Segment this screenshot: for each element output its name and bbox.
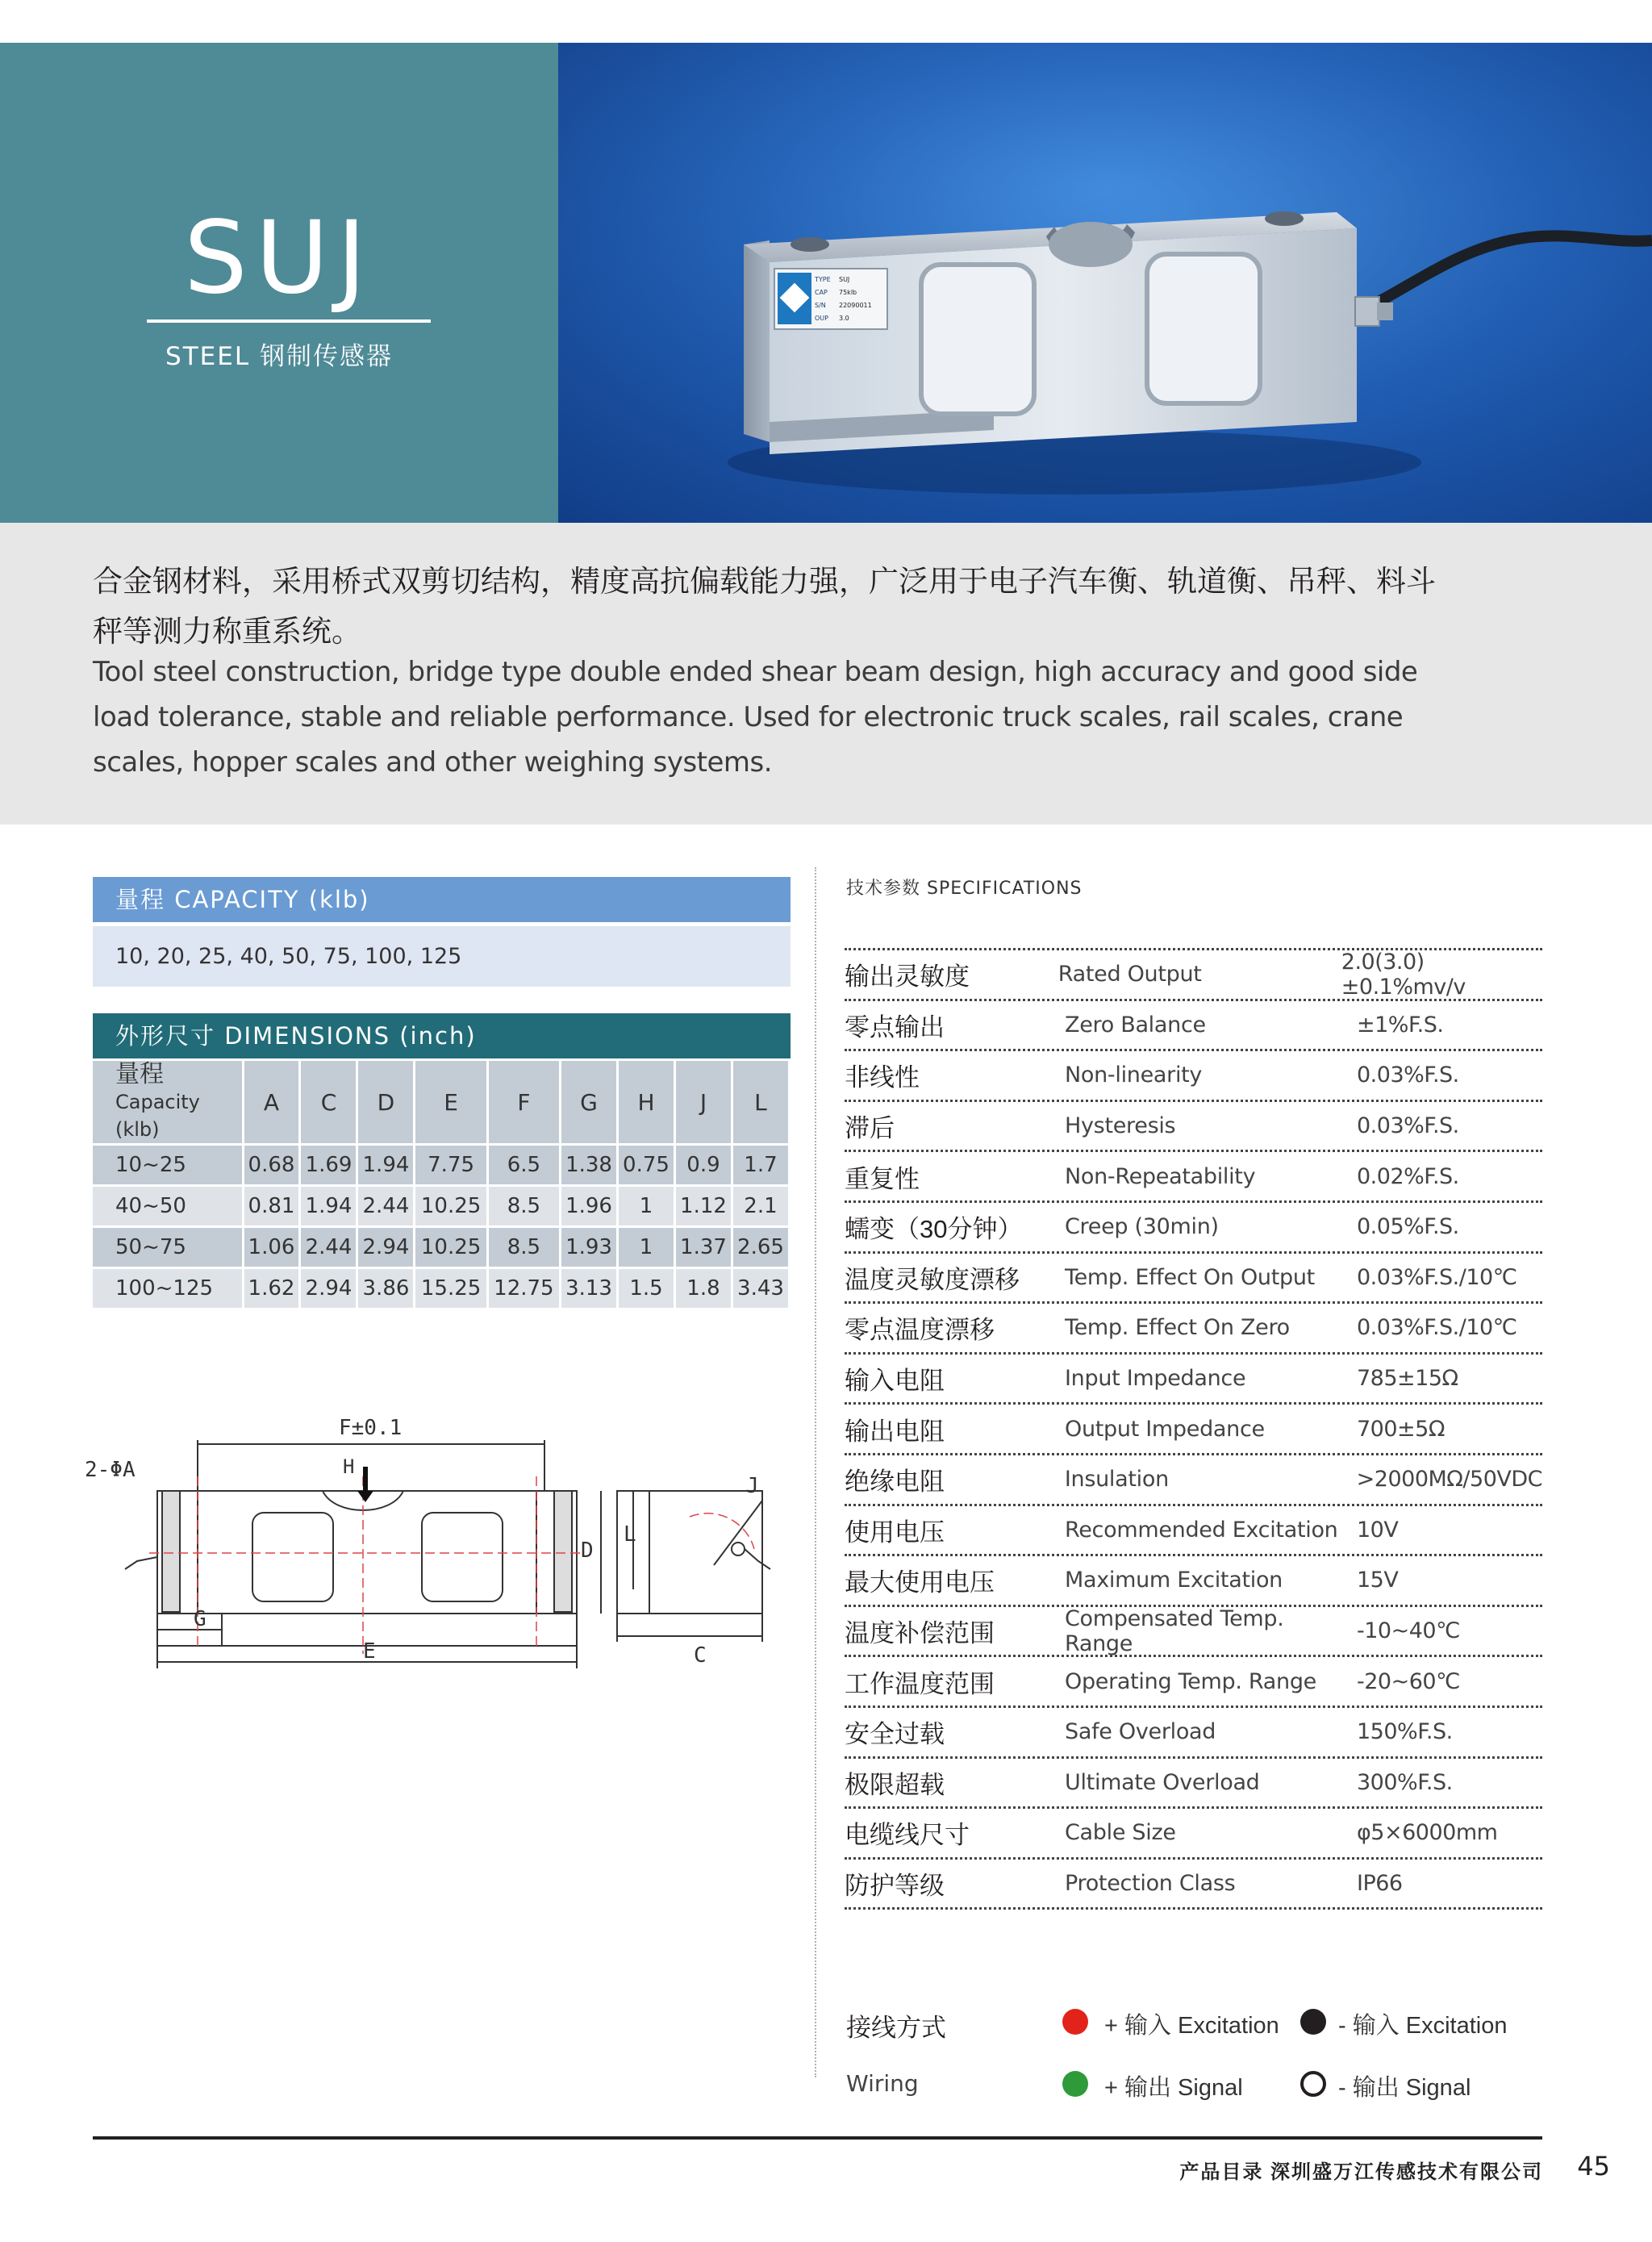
spec-row xyxy=(845,950,1542,1001)
drawing-label-g: G xyxy=(194,1607,206,1631)
spec-value: 0.02%F.S. xyxy=(1357,1163,1459,1189)
nameplate-sn-value: 22090011 xyxy=(839,302,872,309)
table-cell: 1.37 xyxy=(674,1227,732,1268)
nameplate-output-key: OUP xyxy=(815,315,828,322)
nameplate-type-key: TYPE xyxy=(815,276,831,283)
spec-row xyxy=(845,1455,1542,1506)
spec-value: 0.03%F.S./10℃ xyxy=(1357,1264,1517,1290)
spec-value: IP66 xyxy=(1357,1870,1403,1896)
table-cell: 1.93 xyxy=(561,1227,618,1268)
description-band xyxy=(0,523,1652,825)
table-cell: 1.7 xyxy=(732,1145,789,1186)
dimension-drawing xyxy=(85,1396,795,1686)
column-header-f: F xyxy=(487,1061,560,1145)
table-cell: 1 xyxy=(618,1186,675,1227)
wire-excitation-negative: - 输入 Excitation xyxy=(1338,2013,1508,2039)
spec-row xyxy=(845,1051,1542,1102)
spec-name-en: Recommended Excitation xyxy=(1065,1517,1338,1543)
table-cell: 1 xyxy=(618,1227,675,1268)
table-row xyxy=(93,1227,790,1268)
table-cell: 1.8 xyxy=(674,1268,732,1309)
spec-row xyxy=(845,1860,1542,1910)
spec-name-en: Operating Temp. Range xyxy=(1065,1668,1316,1694)
description-chinese: 合金钢材料，采用桥式双剪切结构，精度高抗偏载能力强，广泛用于电子汽车衡、轨道衡、吊秤、料斗秤等测力称重系统。 xyxy=(93,565,1436,648)
spec-name-en: Zero Balance xyxy=(1065,1012,1206,1037)
drawing-label-e: E xyxy=(363,1639,376,1664)
spec-value: 785±15Ω xyxy=(1357,1366,1458,1392)
spec-name-cn: 温度灵敏度漂移 xyxy=(845,1265,1020,1294)
table-cell: 2.65 xyxy=(732,1227,789,1268)
spec-row xyxy=(845,1809,1542,1860)
spec-name-cn: 安全过载 xyxy=(845,1720,945,1749)
spec-name-en: Non-linearity xyxy=(1065,1063,1203,1088)
table-row xyxy=(93,1145,790,1186)
wiring-label-cn: 接线方式 xyxy=(846,2014,946,2042)
spec-name-en: Ultimate Overload xyxy=(1065,1769,1260,1795)
table-cell: 15.25 xyxy=(415,1268,487,1309)
specifications-heading: 技术参数 SPECIFICATIONS xyxy=(846,879,1083,899)
spec-name-cn: 极限超载 xyxy=(845,1770,945,1799)
spec-name-cn: 工作温度范围 xyxy=(845,1669,995,1698)
green-wire-dot xyxy=(1062,2071,1088,2097)
spec-value: 2.0(3.0)±0.1%mv/v xyxy=(1341,949,1466,1000)
column-header-c: C xyxy=(300,1061,357,1145)
spec-value: -20~60℃ xyxy=(1357,1668,1460,1694)
table-cell: 3.43 xyxy=(732,1268,789,1309)
nameplate-output-value: 3.0 xyxy=(839,315,849,322)
spec-value: 0.03%F.S. xyxy=(1357,1063,1459,1088)
table-cell: 1.62 xyxy=(243,1268,300,1309)
table-row xyxy=(93,1268,790,1309)
drawing-label-d: D xyxy=(581,1539,594,1563)
nameplate-sn-key: S/N xyxy=(815,302,826,309)
spec-value: 15V xyxy=(1357,1568,1399,1593)
spec-name-en: Input Impedance xyxy=(1065,1366,1246,1392)
spec-name-cn: 零点输出 xyxy=(845,1012,945,1042)
spec-name-en: Maximum Excitation xyxy=(1065,1568,1283,1593)
table-cell: 10.25 xyxy=(415,1186,487,1227)
column-header-j: J xyxy=(674,1061,732,1145)
page-number: 45 xyxy=(1577,2151,1610,2181)
wire-excitation-positive: + 输入 Excitation xyxy=(1104,2013,1279,2039)
table-cell: 1.5 xyxy=(618,1268,675,1309)
spec-name-cn: 绝缘电阻 xyxy=(845,1468,945,1497)
spec-name-en: Hysteresis xyxy=(1065,1113,1176,1139)
black-wire-dot xyxy=(1300,2009,1326,2035)
spec-value: 300%F.S. xyxy=(1357,1769,1453,1795)
model-title: SUJ xyxy=(183,200,375,316)
table-cell: 1.69 xyxy=(300,1145,357,1186)
spec-row xyxy=(845,1355,1542,1405)
spec-value: 0.05%F.S. xyxy=(1357,1214,1459,1240)
product-photo xyxy=(558,43,1652,523)
spec-row xyxy=(845,1001,1542,1052)
table-cell: 100~125 xyxy=(93,1268,243,1309)
table-cell: 1.94 xyxy=(357,1145,415,1186)
table-cell: 0.81 xyxy=(243,1186,300,1227)
model-subtitle: STEEL 钢制传感器 xyxy=(165,342,393,371)
table-cell: 12.75 xyxy=(487,1268,560,1309)
spec-row xyxy=(845,1759,1542,1810)
spec-name-cn: 滞后 xyxy=(845,1114,895,1143)
capacity-column-header-en: Capacity (klb) xyxy=(115,1091,200,1141)
table-cell: 0.68 xyxy=(243,1145,300,1186)
red-wire-dot xyxy=(1062,2009,1088,2035)
spec-row xyxy=(845,1152,1542,1203)
spec-value: 0.03%F.S./10℃ xyxy=(1357,1315,1517,1341)
title-divider xyxy=(147,319,431,323)
spec-row xyxy=(845,1506,1542,1557)
table-cell: 40~50 xyxy=(93,1186,243,1227)
table-row xyxy=(93,1186,790,1227)
wire-signal-positive: + 输出 Signal xyxy=(1104,2075,1243,2101)
spec-name-cn: 输出电阻 xyxy=(845,1417,945,1446)
spec-row xyxy=(845,1657,1542,1708)
spec-name-en: Creep (30min) xyxy=(1065,1214,1219,1240)
spec-row xyxy=(845,1556,1542,1607)
table-cell: 1.12 xyxy=(674,1186,732,1227)
spec-value: 150%F.S. xyxy=(1357,1719,1453,1745)
spec-value: >2000MΩ/50VDC xyxy=(1356,1467,1542,1493)
spec-name-cn: 电缆线尺寸 xyxy=(845,1821,970,1850)
column-header-h: H xyxy=(618,1061,675,1145)
description-english: Tool steel construction, bridge type double ended shear beam design, high accuracy and good side load tolerance, stable and reliable performance. Used for electronic truck scales, rail scales, crane scales, hopper scales and other weighing systems. xyxy=(93,656,1418,779)
column-header-a: A xyxy=(243,1061,300,1145)
spec-value: ±1%F.S. xyxy=(1357,1012,1444,1037)
spec-name-cn: 蠕变（30分钟） xyxy=(845,1215,1023,1244)
footer-divider xyxy=(93,2136,1542,2140)
spec-name-en: Insulation xyxy=(1064,1467,1169,1493)
column-header-l: L xyxy=(732,1061,789,1145)
spec-value: 0.03%F.S. xyxy=(1357,1113,1459,1139)
table-cell: 6.5 xyxy=(487,1145,560,1186)
hero-title-panel xyxy=(0,43,558,523)
dimensions-table xyxy=(93,1061,791,1310)
spec-name-cn: 最大使用电压 xyxy=(845,1568,995,1597)
capacity-heading: 量程 CAPACITY (klb) xyxy=(93,877,791,922)
capacity-values: 10, 20, 25, 40, 50, 75, 100, 125 xyxy=(93,926,791,987)
load-cell-illustration xyxy=(558,43,1652,523)
spec-name-cn: 非线性 xyxy=(845,1063,920,1092)
dimensions-heading: 外形尺寸 DIMENSIONS (inch) xyxy=(93,1013,791,1058)
capacity-column-header xyxy=(93,1061,243,1145)
specifications-table xyxy=(845,948,1542,1910)
spec-name-cn: 输出灵敏度 xyxy=(845,962,970,992)
hero-banner xyxy=(0,43,1652,523)
spec-row xyxy=(845,1405,1542,1455)
table-cell: 50~75 xyxy=(93,1227,243,1268)
wiring-label-en: Wiring xyxy=(846,2070,919,2097)
spec-name-en: Temp. Effect On Output xyxy=(1065,1264,1315,1290)
spec-row xyxy=(845,1304,1542,1355)
spec-name-cn: 温度补偿范围 xyxy=(845,1619,995,1648)
spec-name-en: Output Impedance xyxy=(1065,1416,1265,1442)
column-header-e: E xyxy=(415,1061,487,1145)
table-cell: 3.13 xyxy=(561,1268,618,1309)
table-cell: 2.94 xyxy=(357,1227,415,1268)
drawing-label-c: C xyxy=(694,1643,707,1668)
spec-value: -10~40℃ xyxy=(1357,1618,1460,1644)
table-cell: 1.94 xyxy=(300,1186,357,1227)
spec-row xyxy=(845,1708,1542,1759)
spec-row xyxy=(845,1203,1542,1254)
spec-name-en: Protection Class xyxy=(1065,1870,1236,1896)
table-cell: 2.44 xyxy=(357,1186,415,1227)
table-cell: 2.94 xyxy=(300,1268,357,1309)
spec-row xyxy=(845,1607,1542,1658)
technical-drawing xyxy=(85,1396,795,1686)
table-cell: 1.38 xyxy=(561,1145,618,1186)
table-cell: 0.75 xyxy=(618,1145,675,1186)
nameplate-cap-key: CAP xyxy=(815,289,828,296)
spec-name-cn: 输入电阻 xyxy=(845,1367,945,1396)
spec-name-cn: 重复性 xyxy=(845,1164,920,1193)
wiring-legend xyxy=(846,1993,1572,2154)
drawing-label-h: H xyxy=(343,1455,355,1478)
spec-name-en: Rated Output xyxy=(1058,962,1202,987)
table-cell: 1.96 xyxy=(561,1186,618,1227)
table-cell: 1.06 xyxy=(243,1227,300,1268)
drawing-label-l: L xyxy=(624,1522,636,1547)
drawing-label-j: J xyxy=(746,1474,759,1498)
spec-value: φ5×6000mm xyxy=(1357,1820,1498,1846)
table-cell: 2.1 xyxy=(732,1186,789,1227)
nameplate-cap-value: 75klb xyxy=(839,289,857,296)
table-cell: 8.5 xyxy=(487,1186,560,1227)
wire-signal-negative: - 输出 Signal xyxy=(1338,2075,1471,2101)
spec-row xyxy=(845,1102,1542,1153)
column-header-d: D xyxy=(357,1061,415,1145)
footer-company: 产品目录 深圳盛万江传感技术有限公司 xyxy=(1179,2161,1543,2183)
table-cell: 7.75 xyxy=(415,1145,487,1186)
spec-name-en: Temp. Effect On Zero xyxy=(1065,1315,1290,1341)
column-divider xyxy=(815,867,816,2077)
spec-name-cn: 零点温度漂移 xyxy=(845,1316,995,1345)
dimensions-header-row xyxy=(93,1061,790,1145)
capacity-column-header-cn: 量程 xyxy=(115,1060,164,1088)
spec-value: 700±5Ω xyxy=(1357,1416,1445,1442)
spec-name-cn: 使用电压 xyxy=(845,1518,945,1547)
white-wire-dot xyxy=(1300,2071,1326,2097)
column-header-g: G xyxy=(561,1061,618,1145)
spec-name-cn: 防护等级 xyxy=(845,1871,945,1900)
spec-name-en: Safe Overload xyxy=(1065,1719,1216,1745)
table-cell: 2.44 xyxy=(300,1227,357,1268)
spec-name-en: Compensated Temp. Range xyxy=(1065,1605,1284,1656)
table-cell: 10~25 xyxy=(93,1145,243,1186)
spec-row xyxy=(845,1254,1542,1305)
drawing-label-hole: 2-ΦA xyxy=(85,1458,136,1482)
spec-name-en: Cable Size xyxy=(1065,1820,1176,1846)
drawing-label-f: F±0.1 xyxy=(339,1416,403,1440)
spec-value: 10V xyxy=(1357,1517,1399,1543)
nameplate-type-value: SUJ xyxy=(839,276,850,283)
table-cell: 3.86 xyxy=(357,1268,415,1309)
table-cell: 0.9 xyxy=(674,1145,732,1186)
table-cell: 8.5 xyxy=(487,1227,560,1268)
spec-name-en: Non-Repeatability xyxy=(1065,1163,1256,1189)
table-cell: 10.25 xyxy=(415,1227,487,1268)
